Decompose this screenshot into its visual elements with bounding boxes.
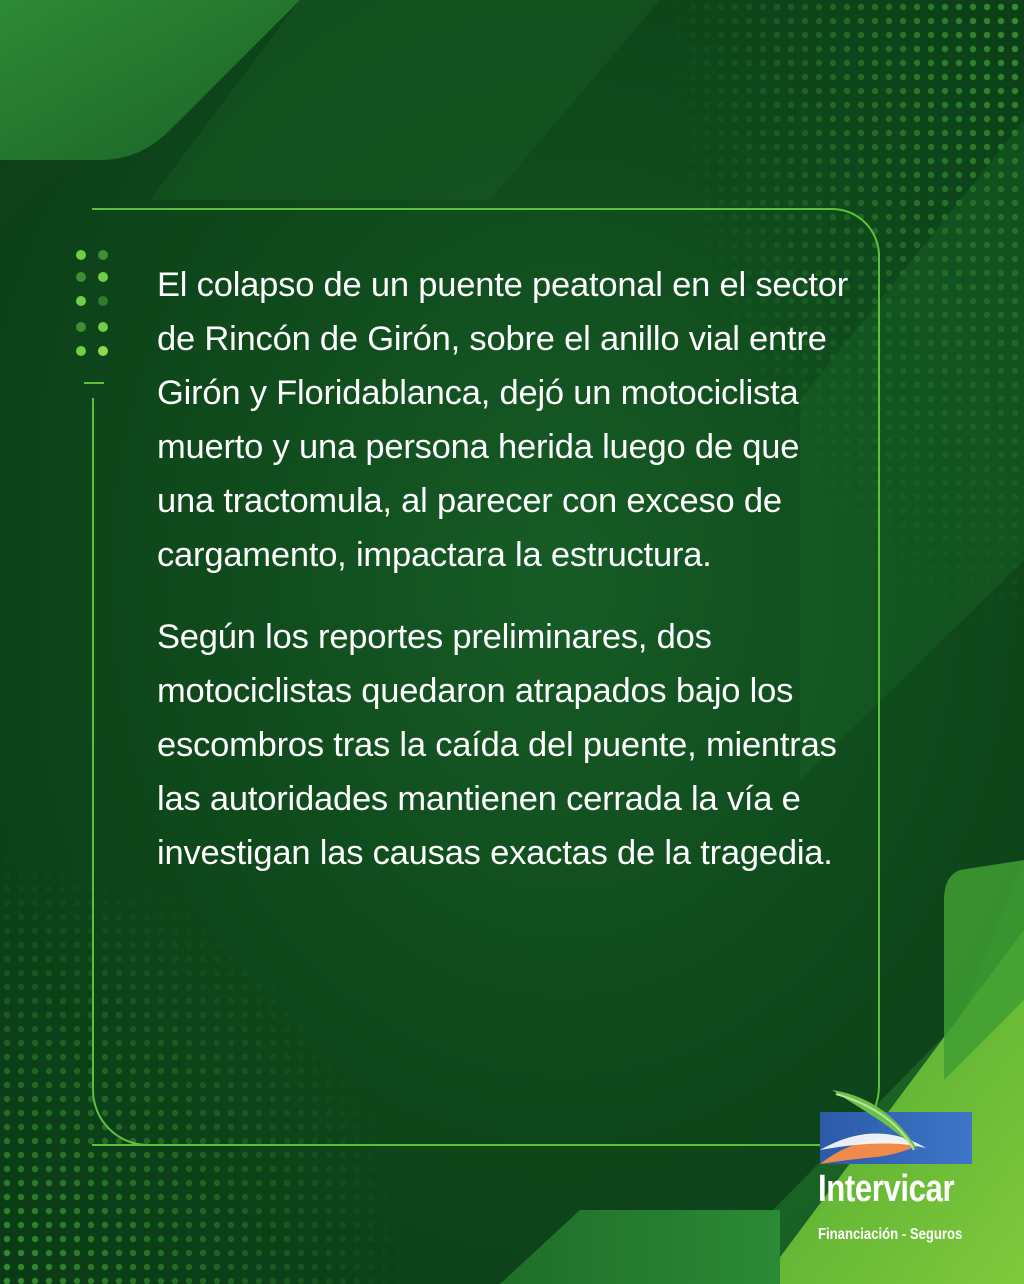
article-body: [157, 258, 857, 880]
brand-tagline: Financiación - Seguros: [818, 1226, 963, 1243]
frame-tick-mark: [84, 382, 104, 384]
frame-left-line: [92, 398, 94, 1088]
article-paragraph-1: El colapso de un puente peatonal en el sector de Rincón de Girón, sobre el anillo vial entre Girón y Floridablanca, dejó un motociclista muerto y una persona herida luego de que una tractomula, al parecer con exceso de cargamento, impactara la estructura.: [157, 266, 849, 574]
frame-bottom-left-corner: [92, 1040, 200, 1146]
brand-name: Intervicar: [818, 1168, 955, 1210]
article-paragraph-2: Según los reportes preliminares, dos motociclistas quedaron atrapados bajo los escombros tras la caída del puente, mientras las autoridades mantienen cerrada la vía e investigan las causas exactas de la tragedia.: [157, 618, 837, 872]
